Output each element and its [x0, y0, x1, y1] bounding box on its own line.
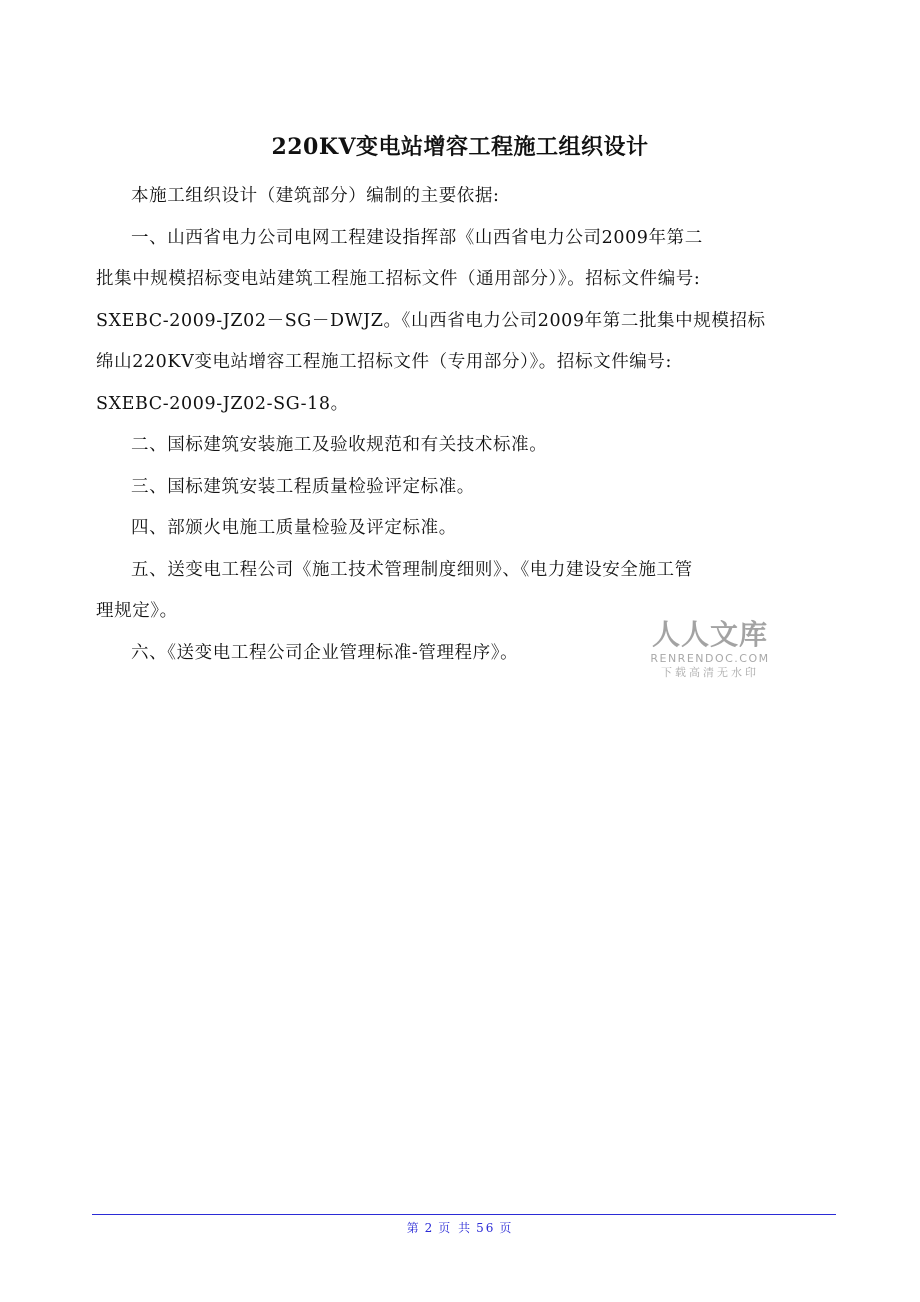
- item-2-paragraph: 二、国标建筑安装施工及验收规范和有关技术标准。: [131, 435, 548, 455]
- watermark-main-text: 人人文库: [651, 618, 768, 651]
- footer-page-number: 2: [424, 1221, 435, 1235]
- item-1-paragraph: [96, 218, 826, 426]
- footer-total-pages: 56: [476, 1221, 496, 1235]
- footer-middle: 页 共: [438, 1221, 473, 1235]
- footer-prefix: 第: [406, 1221, 421, 1235]
- footer-divider: [92, 1214, 836, 1215]
- page-footer: [0, 1219, 920, 1236]
- item-4-paragraph: 四、部颁火电施工质量检验及评定标准。: [131, 518, 457, 538]
- item-5-line-2: 理规定》。: [96, 601, 178, 621]
- item-1-line-4: 绵山220KV变电站增容工程施工招标文件（专用部分）》。招标文件编号:: [96, 352, 673, 372]
- item-3-paragraph: 三、国标建筑安装工程质量检验评定标准。: [131, 476, 475, 497]
- item-5-line-1: 五、送变电工程公司《施工技术管理制度细则》、《电力建设安全施工管: [131, 559, 693, 580]
- watermark-subtitle: 下载高清无水印: [661, 666, 759, 679]
- item-1-line-2: 批集中规模招标变电站建筑工程施工招标文件（通用部分）》。招标文件编号:: [96, 269, 701, 289]
- footer-suffix: 页: [499, 1221, 514, 1235]
- document-body: [96, 176, 826, 674]
- intro-paragraph: 本施工组织设计（建筑部分）编制的主要依据:: [131, 186, 500, 206]
- item-1-line-3: SXEBC-2009-JZ02－SG－DWJZ。《山西省电力公司2009年第二批集中规模招标: [96, 310, 766, 331]
- item-1-line-1: 一、山西省电力公司电网工程建设指挥部《山西省电力公司2009年第二: [131, 227, 703, 248]
- item-1-line-5: SXEBC-2009-JZ02-SG-18。: [96, 393, 349, 414]
- item-6-paragraph: 六、《送变电工程公司企业管理标准-管理程序》。: [131, 642, 519, 663]
- watermark-domain: RENRENDOC.COM: [650, 652, 770, 665]
- watermark-logo: [640, 618, 780, 680]
- document-title: 220KV变电站增容工程施工组织设计: [271, 134, 649, 160]
